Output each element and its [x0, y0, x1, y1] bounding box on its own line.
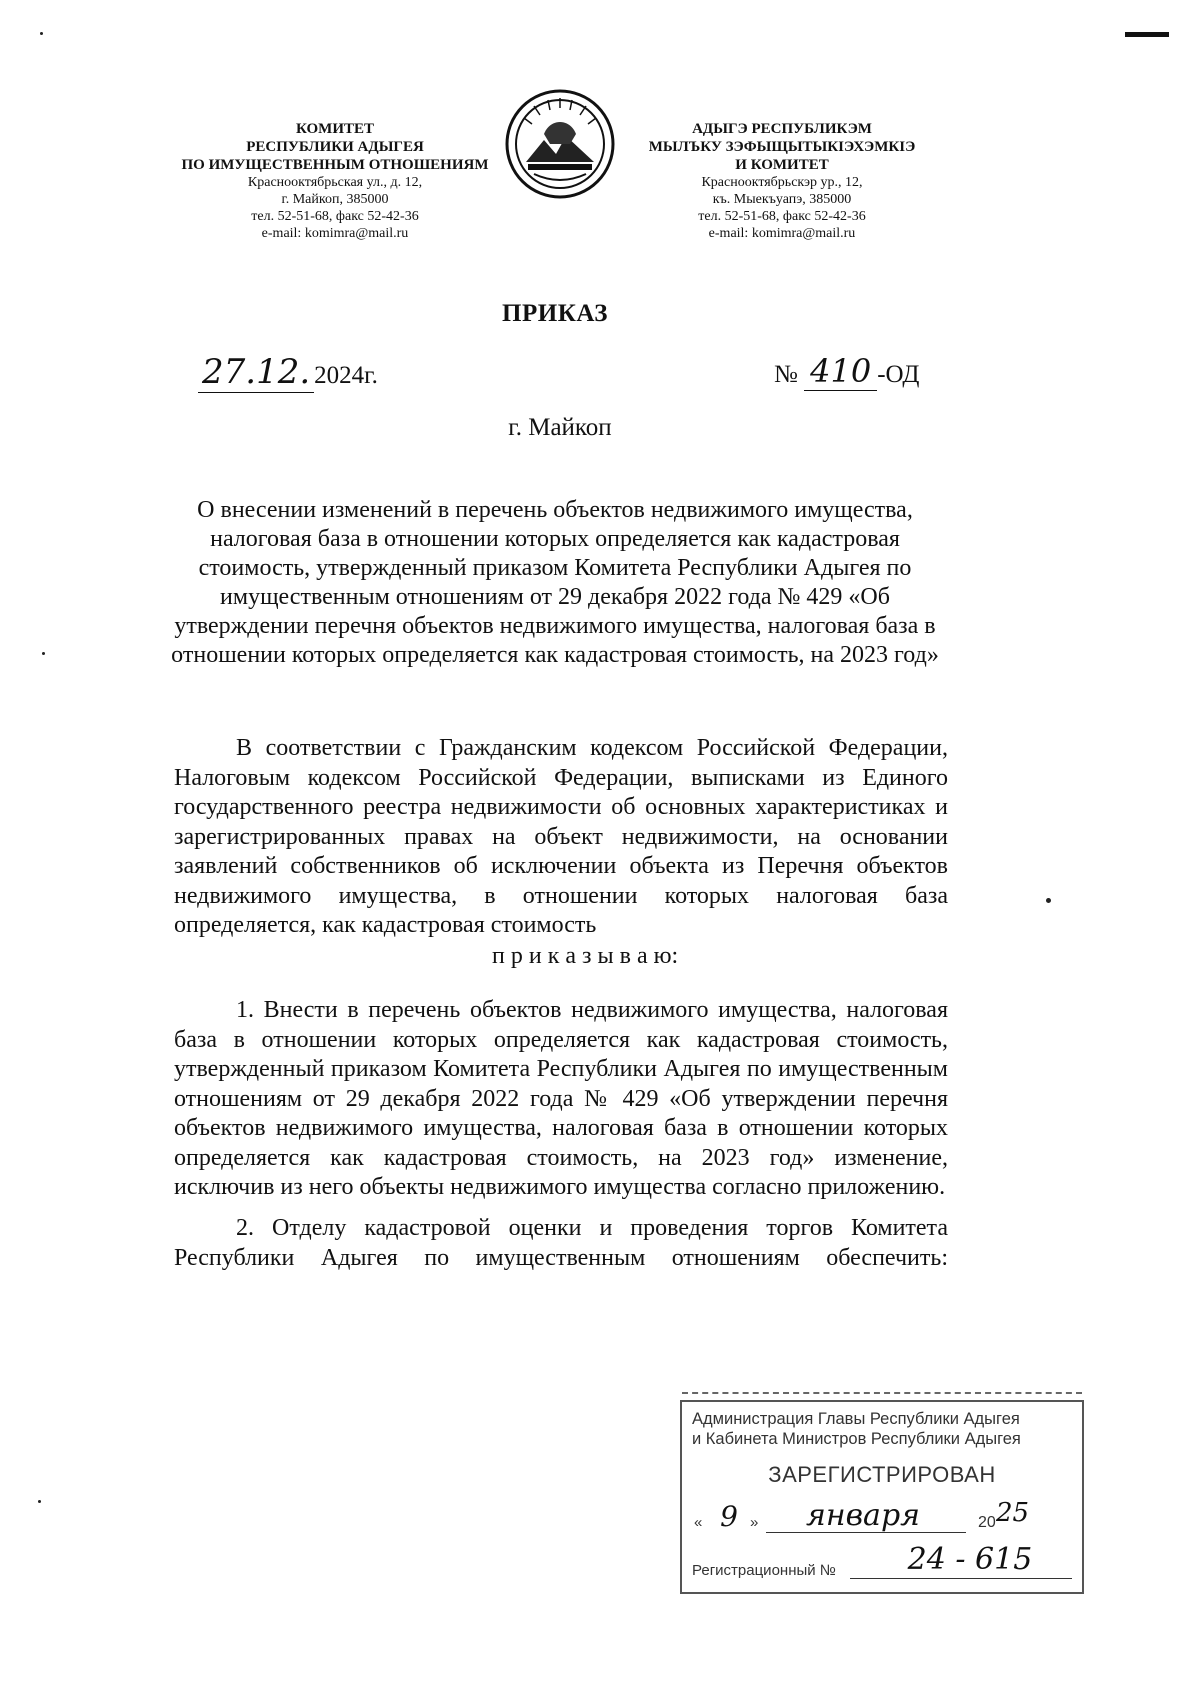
stamp-day: 9 [720, 1500, 738, 1533]
right-header-city: къ. Мыекъуапэ, 385000 [712, 192, 852, 207]
stamp-top-edge [682, 1392, 1082, 1394]
coat-of-arms-emblem [504, 88, 616, 200]
left-header-line3: ПО ИМУЩЕСТВЕННЫМ ОТНОШЕНИЯМ [181, 157, 489, 173]
emblem-icon [504, 88, 616, 200]
stamp-reg-underline [850, 1578, 1072, 1579]
item-1-line: 1. Внести в перечень объектов недвижимого имущества, налоговая [236, 997, 948, 1023]
preamble-line: государственного реестра недвижимости об основных характеристиках и [174, 794, 948, 820]
preamble-line: В соответствии с Гражданским кодексом Российской Федерации, [236, 735, 948, 761]
item-1-paragraph [174, 996, 948, 1203]
document-date [198, 352, 378, 392]
stamp-org-line1: Администрация Главы Республики Адыгея [692, 1410, 1020, 1428]
subject-line: стоимость, утвержденный приказом Комитета Республики Адыгея по [198, 555, 912, 581]
stamp-reg-number: 24 - 615 [907, 1542, 1033, 1577]
left-header-email: e-mail: komimra@mail.ru [261, 226, 409, 241]
stamp-reg-row [690, 1542, 1075, 1584]
stamp-status: ЗАРЕГИСТРИРОВАН [768, 1462, 996, 1487]
subject-line: отношении которых определяется как кадастровая стоимость, на 2023 год» [171, 642, 939, 668]
preamble-line: зарегистрированных правах на объект недвижимости, на основании [174, 823, 948, 850]
right-header-line3: И КОМИТЕТ [735, 157, 829, 173]
stamp-quote-open: « [694, 1514, 703, 1531]
preamble-line: недвижимого имущества, в отношении которых налоговая база [174, 882, 948, 909]
stamp-date-row [690, 1498, 1070, 1538]
scan-mark [1125, 32, 1169, 37]
right-header-email: e-mail: komimra@mail.ru [708, 226, 856, 241]
date-year: 2024г. [314, 362, 378, 389]
document-subject [150, 496, 960, 670]
left-header-city: г. Майкоп, 385000 [281, 192, 389, 207]
right-header-line2: МЫЛЪКУ ЗЭФЫЩЫТЫКIЭХЭМКIЭ [648, 139, 916, 155]
number-prefix: № [774, 361, 798, 388]
right-header-phone: тел. 52-51-68, факс 52-42-36 [698, 209, 866, 224]
number-handwritten: 410 [804, 352, 877, 391]
stamp-month-underline [766, 1532, 966, 1533]
scan-speck [38, 1500, 41, 1503]
stamp-reg-label: Регистрационный № [692, 1562, 836, 1579]
left-header-phone: тел. 52-51-68, факс 52-42-36 [251, 209, 419, 224]
document-title: ПРИКАЗ [502, 300, 608, 327]
left-header-line2: РЕСПУБЛИКИ АДЫГЕЯ [246, 139, 424, 155]
preamble-line: заявлений собственников об исключении объекта из Перечня объектов [174, 853, 948, 879]
stamp-year-suffix: 25 [996, 1498, 1030, 1528]
stamp-quote-close: » [750, 1514, 759, 1531]
date-handwritten: 27.12. [198, 352, 314, 393]
subject-line: О внесении изменений в перечень объектов недвижимого имущества, [197, 497, 913, 523]
registration-stamp [680, 1400, 1084, 1594]
stamp-month: января [805, 1498, 921, 1533]
preamble-line: определяется, как кадастровая стоимость [174, 912, 597, 938]
item-1-line: база в отношении которых определяется как кадастровая стоимость, [174, 1026, 948, 1053]
order-word: п р и к а з ы в а ю: [492, 943, 679, 969]
left-header [170, 120, 500, 242]
number-suffix: -ОД [877, 361, 920, 388]
preamble-line: Налоговым кодексом Российской Федерации, выписками из Единого [174, 764, 948, 791]
right-header-address: Краснооктябрьскэр ур., 12, [701, 175, 863, 190]
document-number [774, 352, 919, 390]
item-1-line: исключив из него объекты недвижимого имущества согласно приложению. [174, 1174, 946, 1200]
item-2-line: Республики Адыгея по имущественным отношениям обеспечить: [174, 1244, 948, 1271]
item-1-line: отношениям от 29 декабря 2022 года № 429 «Об утверждении перечня [174, 1085, 948, 1112]
right-header-line1: АДЫГЭ РЕСПУБЛИКЭМ [692, 121, 872, 137]
left-header-line1: КОМИТЕТ [295, 121, 374, 137]
right-header [622, 120, 942, 242]
document-city: г. Майкоп [508, 414, 612, 441]
stamp-org-line2: и Кабинета Министров Республики Адыгея [692, 1430, 1021, 1448]
scan-speck [40, 32, 43, 35]
scan-speck [1046, 898, 1051, 903]
item-2-paragraph [174, 1214, 948, 1273]
subject-line: имущественным отношениям от 29 декабря 2022 года № 429 «Об [220, 584, 890, 610]
scan-speck [42, 652, 45, 655]
subject-line: утверждении перечня объектов недвижимого имущества, налоговая база в [174, 613, 936, 639]
item-2-line: 2. Отделу кадастровой оценки и проведения торгов Комитета [236, 1215, 948, 1241]
item-1-line: объектов недвижимого имущества, налоговая база в отношении которых [174, 1115, 948, 1141]
preamble-paragraph [174, 734, 948, 941]
item-1-line: утвержденный приказом Комитета Республики Адыгея по имущественным [174, 1056, 948, 1082]
subject-line: налоговая база в отношении которых определяется как кадастровая [210, 526, 900, 552]
left-header-address: Краснооктябрьская ул., д. 12, [247, 175, 423, 190]
stamp-year-prefix: 20 [978, 1514, 996, 1531]
item-1-line: определяется как кадастровая стоимость, на 2023 год» изменение, [174, 1144, 948, 1171]
